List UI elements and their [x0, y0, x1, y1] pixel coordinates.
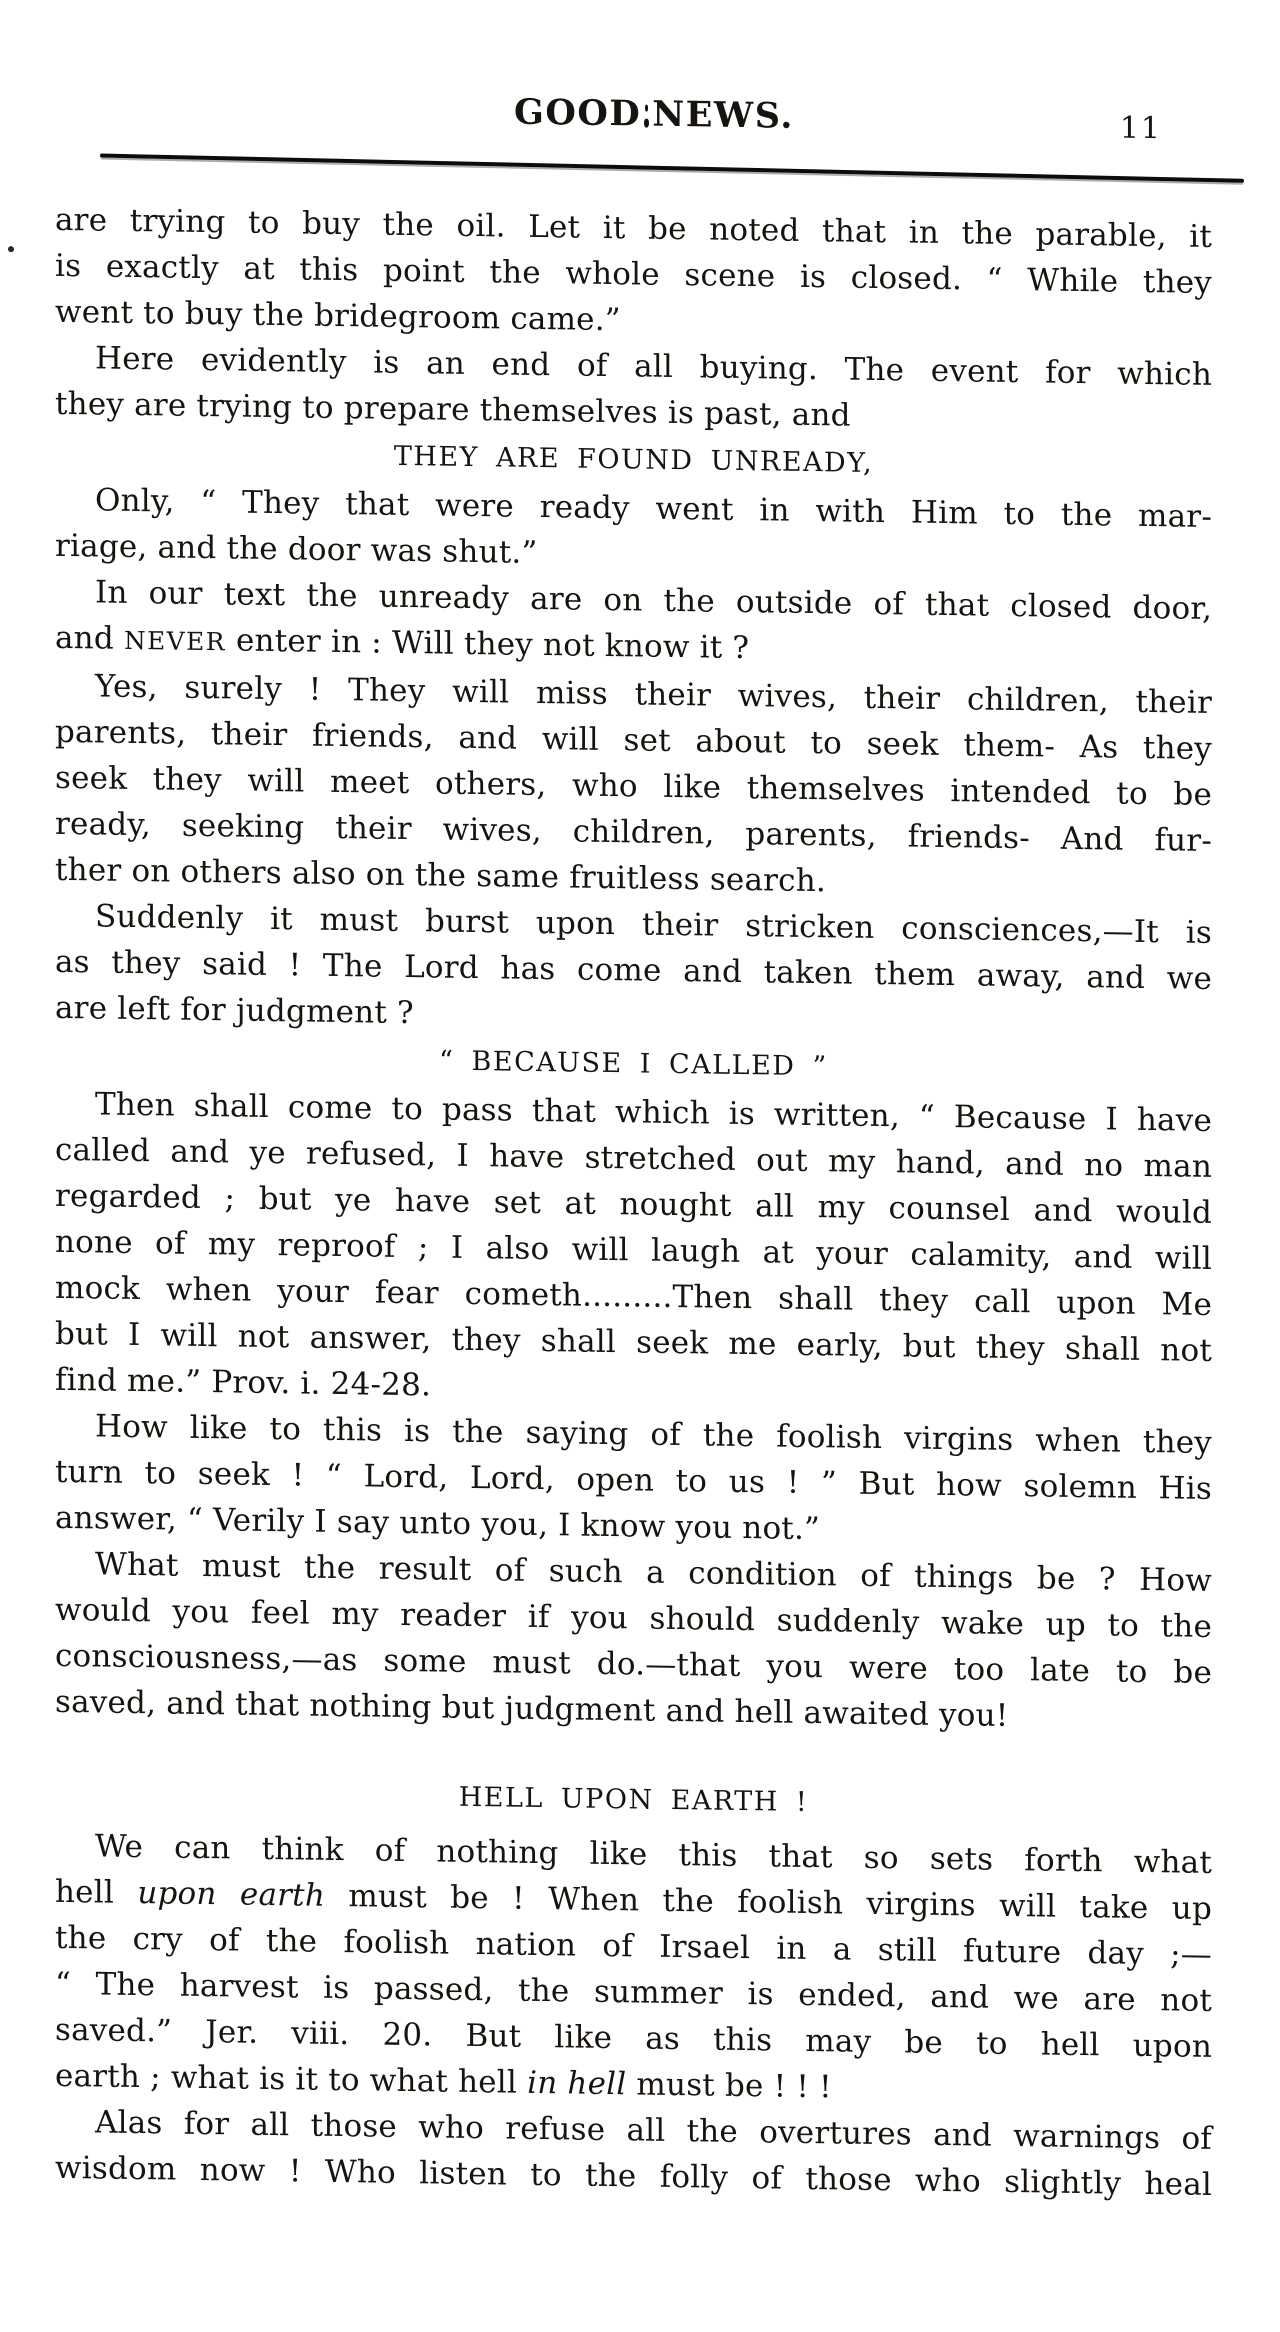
text-line: are trying to buy the oil. Let it be noted that in the parable, it	[55, 201, 1212, 255]
section-heading: “ BECAUSE I CALLED ”	[439, 1045, 828, 1083]
text-line: “ The harvest is passed, the summer is ended, and we are not	[55, 1965, 1212, 2019]
text-line: turn to seek ! “ Lord, Lord, open to us ! ” But how solemn His	[55, 1453, 1212, 1507]
text-line: riage, and the door was shut.”	[55, 527, 538, 571]
text-line: We can think of nothing like this that so sets forth what	[95, 1828, 1212, 1881]
paragraph	[55, 2099, 1212, 2208]
text-line: answer, “ Verily I say unto you, I know you not.”	[55, 1499, 821, 1548]
text-line: hell upon earth must be ! When the foolish virgins will take up	[55, 1873, 1212, 1927]
paragraph	[55, 477, 1212, 586]
ink-blot-icon	[644, 119, 649, 128]
page-number: 11	[1119, 110, 1162, 147]
text-line: are left for judgment ?	[55, 989, 414, 1032]
text-line: but I will not answer, they shall seek me early, but they shall not	[55, 1315, 1212, 1369]
page-header	[0, 0, 1280, 215]
paragraph	[55, 1403, 1212, 1558]
journal-title-left: GOOD	[514, 91, 642, 135]
page-body	[55, 197, 1212, 2208]
text-line: called and ye refused, I have stretched out my hand, and no man	[55, 1131, 1212, 1185]
text-line: seek they will meet others, who like themselves intended to be	[55, 759, 1212, 813]
text-line: the cry of the foolish nation of Irsael in a still future day ;—	[55, 1919, 1212, 1973]
text-line: Suddenly it must burst upon their stricken consciences,—It is	[95, 898, 1212, 951]
paragraph	[55, 1541, 1212, 1742]
text-line: wisdom now ! Who listen to the folly of those who slightly heal	[55, 2149, 1212, 2203]
journal-title	[0, 84, 1280, 144]
text-line: as they said ! The Lord has come and taken them away, and we	[55, 943, 1212, 997]
section-heading: HELL UPON EARTH !	[458, 1781, 809, 1818]
text-line: and NEVER enter in : Will they not know it ?	[55, 619, 750, 667]
paragraph	[55, 335, 1212, 444]
text-line: went to buy the bridegroom came.”	[55, 293, 621, 339]
text-line: ready, seeking their wives, children, parents, friends- And fur-	[55, 805, 1212, 859]
text-line: they are trying to prepare themselves is past, and	[55, 385, 851, 434]
text-line: parents, their friends, and will set about to seek them- As they	[55, 713, 1212, 767]
header-rule	[100, 153, 1244, 182]
text-line: What must the result of such a condition of things be ? How	[95, 1546, 1212, 1599]
text-line: Alas for all those who refuse all the overtures and warnings of	[95, 2104, 1212, 2157]
text-line: Only, “ They that were ready went in with Him to the mar-	[95, 482, 1212, 535]
paragraph	[55, 197, 1212, 352]
paragraph	[55, 1081, 1212, 1420]
text-line: would you feel my reader if you should suddenly wake up to the	[55, 1591, 1212, 1645]
text-line: mock when your fear cometh.........Then shall they call upon Me	[55, 1269, 1212, 1323]
section-heading: THEY ARE FOUND UNREADY,	[393, 440, 874, 479]
text-line: is exactly at this point the whole scene is closed. “ While they	[55, 247, 1212, 301]
paragraph	[55, 893, 1212, 1048]
text-line: consciousness,—as some must do.—that you were too late to be	[55, 1637, 1212, 1691]
text-line: none of my reproof ; I also will laugh at your calamity, and will	[55, 1223, 1212, 1277]
paragraph	[55, 663, 1212, 910]
text-line: saved.” Jer. viii. 20. But like as this may be to hell upon	[55, 2011, 1212, 2065]
text-line: Yes, surely ! They will miss their wives, their children, their	[95, 668, 1212, 721]
text-line: Then shall come to pass that which is written, “ Because I have	[95, 1086, 1212, 1139]
text-line: find me.” Prov. i. 24-28.	[55, 1361, 432, 1404]
journal-title-right: NEWS.	[652, 93, 794, 137]
ink-dot-artifact	[8, 246, 14, 252]
text-line: earth ; what is it to what hell in hell must be ! ! !	[55, 2057, 832, 2106]
text-line: ther on others also on the same fruitless search.	[55, 851, 826, 900]
paragraph	[55, 1823, 1212, 2116]
text-line: In our text the unready are on the outside of that closed door,	[95, 574, 1212, 627]
paragraph	[55, 569, 1212, 680]
text-line: Here evidently is an end of all buying. The event for which	[95, 340, 1212, 393]
text-line: regarded ; but ye have set at nought all my counsel and would	[55, 1177, 1212, 1231]
text-line: saved, and that nothing but judgment and hell awaited you!	[55, 1683, 1009, 1734]
text-line: How like to this is the saying of the foolish virgins when they	[95, 1408, 1212, 1461]
